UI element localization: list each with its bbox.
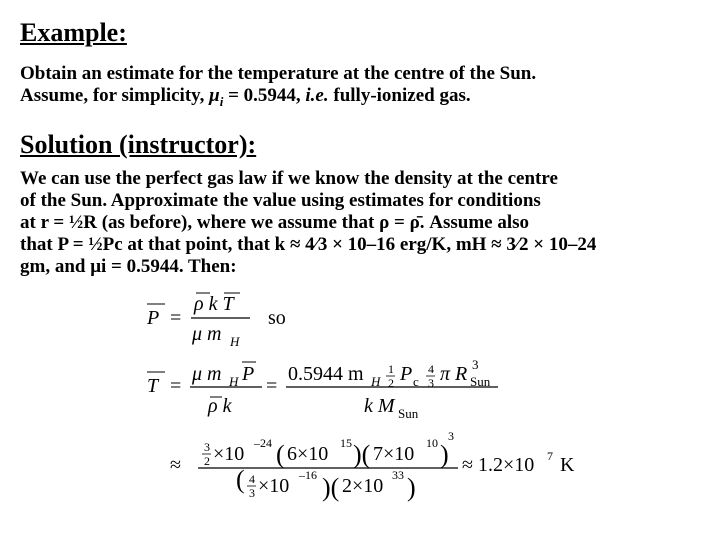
eq2-half-den: 2 bbox=[388, 376, 394, 390]
eq3-b1n: 4 bbox=[249, 472, 255, 486]
eq3-t1: ×10 bbox=[213, 443, 245, 465]
eq3-b1: ×10 bbox=[258, 475, 290, 497]
solution-line-1: We can use the perfect gas law if we know the density at the centre bbox=[20, 168, 558, 189]
eq2-R-sub: Sun bbox=[470, 374, 491, 389]
eq1-numerator: ρ k T bbox=[194, 293, 234, 315]
eq3-d1: 2 bbox=[204, 454, 210, 468]
equation-2 bbox=[147, 357, 498, 421]
svg-text:=: = bbox=[266, 375, 278, 397]
eq3-t2-exp: 15 bbox=[340, 436, 352, 450]
solution-line-4: that P = ½Pc at that point, that k ≈ 4⁄3 × 10–16 erg/K, mH ≈ 3⁄2 × 10–24 bbox=[20, 234, 597, 255]
eq2-den2: k M bbox=[364, 395, 395, 417]
eq2-num1-sub: H bbox=[229, 374, 239, 389]
svg-text:)(: )( bbox=[322, 473, 340, 502]
solution-line-5: gm, and μi = 0.5944. Then: bbox=[20, 256, 237, 277]
eq3-b1-exp: –16 bbox=[299, 468, 317, 482]
eq3-result: ≈ 1.2×10 bbox=[462, 454, 535, 476]
eq3-t2: 6×10 bbox=[287, 443, 329, 465]
eq2-Pc: P bbox=[400, 363, 413, 385]
svg-text:)(: )( bbox=[353, 440, 371, 469]
eq3-unit: K bbox=[560, 454, 575, 476]
example-line-2a: Assume, for simplicity, bbox=[20, 85, 210, 106]
eq2-R: R bbox=[455, 363, 468, 385]
eq3-result-exp: 7 bbox=[547, 449, 553, 463]
eq3-n1: 3 bbox=[204, 440, 210, 454]
eq2-num1: μ m bbox=[192, 363, 222, 385]
mu-symbol: μ bbox=[209, 85, 220, 106]
eq3-t1-exp: –24 bbox=[254, 436, 272, 450]
eq1-denominator: μ m bbox=[192, 323, 222, 345]
example-line-1: Obtain an estimate for the temperature at the centre of the Sun. bbox=[20, 63, 537, 84]
eq2-pi: π bbox=[440, 363, 451, 385]
eq2-43-num: 4 bbox=[428, 362, 434, 376]
eq3-b2-exp: 33 bbox=[392, 468, 404, 482]
mu-subscript: i bbox=[219, 93, 224, 109]
solution-heading: Solution (instructor): bbox=[20, 130, 257, 159]
equation-3 bbox=[170, 429, 575, 502]
equation-1 bbox=[146, 293, 286, 349]
eq3-t3-exp: 10 bbox=[426, 436, 438, 450]
example-heading: Example: bbox=[20, 18, 127, 47]
eq2-den2-sub: Sun bbox=[398, 406, 419, 421]
eq1-lhs: P bbox=[147, 307, 160, 329]
ie-text: i.e. bbox=[305, 85, 329, 106]
eq3-t3: 7×10 bbox=[373, 443, 415, 465]
solution-line-2: of the Sun. Approximate the value using estimates for conditions bbox=[20, 190, 541, 211]
eq2-half-num: 1 bbox=[388, 362, 394, 376]
svg-text:(: ( bbox=[276, 440, 285, 469]
eq2-den1: ρ k bbox=[208, 395, 232, 417]
svg-text:=: = bbox=[170, 375, 182, 397]
eq2-Pc-sub: c bbox=[413, 374, 419, 389]
solution-line-3: at r = ½R (as before), where we assume that ρ = ρ̄. Assume also bbox=[20, 212, 530, 233]
svg-text:=: = bbox=[170, 307, 182, 329]
eq2-R-sup: 3 bbox=[472, 357, 479, 372]
eq3-t3-pow: 3 bbox=[448, 429, 454, 443]
eq2-num2: 0.5944 m bbox=[288, 363, 364, 385]
eq2-lhs: T bbox=[147, 375, 159, 397]
svg-text:(: ( bbox=[236, 465, 245, 494]
eq3-approx: ≈ bbox=[170, 454, 181, 476]
eq3-b1d: 3 bbox=[249, 486, 255, 500]
eq2-num1-P: P bbox=[242, 363, 255, 385]
example-line-2c: fully-ionized gas. bbox=[328, 85, 471, 106]
eq2-num2-sub: H bbox=[371, 374, 381, 389]
eq3-b2: 2×10 bbox=[342, 475, 384, 497]
eq1-note: so bbox=[268, 307, 286, 329]
svg-text:): ) bbox=[440, 440, 449, 469]
eq2-43-den: 3 bbox=[428, 376, 434, 390]
example-line-2b: = 0.5944, bbox=[223, 85, 306, 106]
svg-text:): ) bbox=[407, 473, 416, 502]
eq1-den-sub: H bbox=[230, 334, 240, 349]
